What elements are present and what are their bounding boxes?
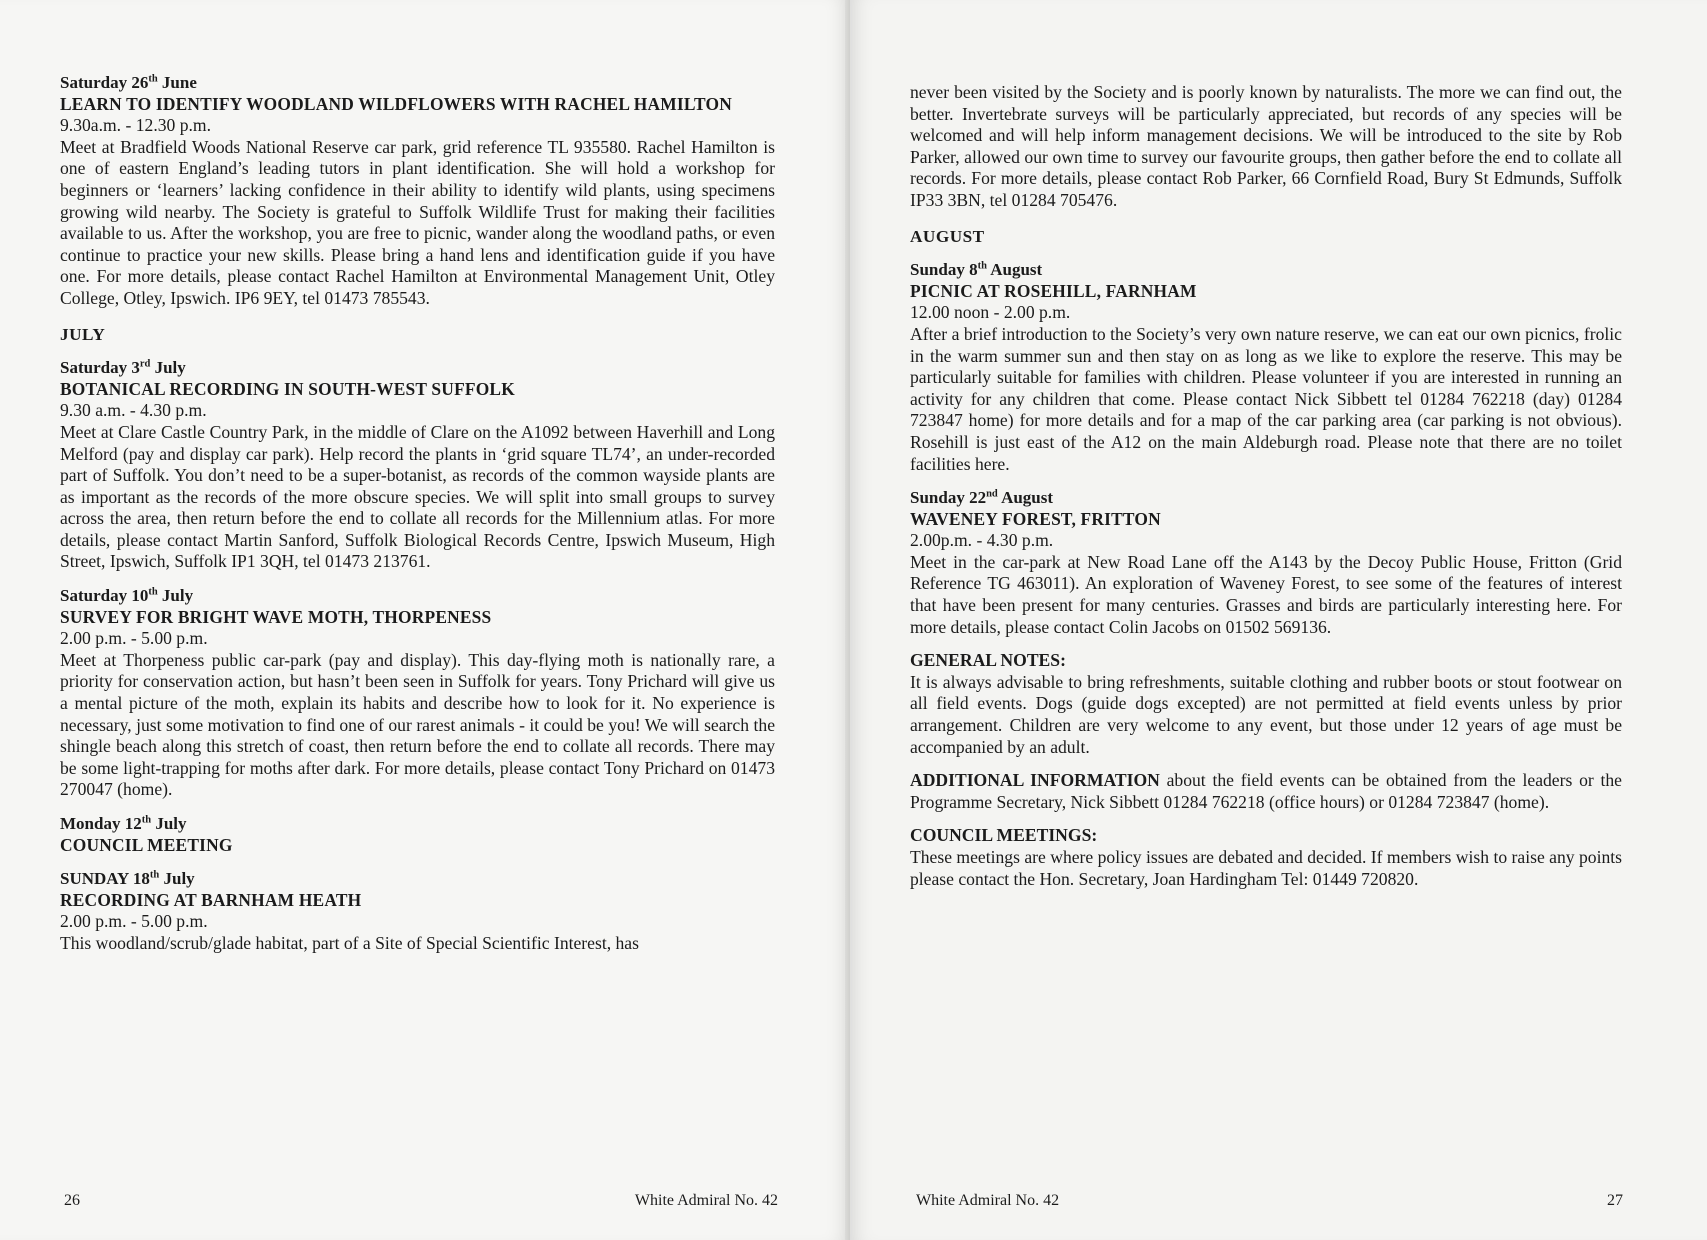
event-title: SURVEY FOR BRIGHT WAVE MOTH, THORPENESS <box>60 606 492 627</box>
event-entry-june-26 <box>60 72 775 310</box>
event-description: This woodland/scrub/glade habitat, part of a Site of Special Scientific Interest, has <box>60 932 639 953</box>
event-date: SUNDAY 18th July <box>60 869 195 889</box>
publication-name: White Admiral No. 42 <box>916 1192 1060 1209</box>
event-entry-july-10 <box>60 585 775 801</box>
event-title: RECORDING AT BARNHAM HEATH <box>60 889 362 910</box>
additional-information <box>910 770 1622 813</box>
event-time: 2.00 p.m. - 5.00 p.m. <box>60 628 208 649</box>
event-description: Meet at Thorpeness public car-park (pay and display). This day-flying moth is nationally rare, a priority for conservation action, but hasn’t been seen in Suffolk for years. Tony Prichard will give us a mental picture of the moth, explain its habits and describe how to look for it. No experience is necessary, just some motivation to find one of our rarest animals - it could be you! We will search the shingle beach along this stretch of coast, then return before the end to collate all records. There may be some light-trapping for moths after dark. For more details, please contact Tony Prichard on 01473 270047 (home). <box>60 649 775 800</box>
event-time: 2.00p.m. - 4.30 p.m. <box>910 530 1054 551</box>
event-time: 2.00 p.m. - 5.00 p.m. <box>60 911 208 932</box>
left-page <box>0 0 850 1240</box>
additional-information-text: about the field events can be obtained from the leaders or the Programme Secretary, Nick Sibbett 01284 762218 (office hours) or 01284 723847 (home). <box>910 770 1622 812</box>
section-heading-august: AUGUST <box>910 226 985 246</box>
publication-name: White Admiral No. 42 <box>634 1192 778 1209</box>
event-entry-august-22 <box>910 487 1622 638</box>
event-title: LEARN TO IDENTIFY WOODLAND WILDFLOWERS WITH RACHEL HAMILTON <box>60 93 732 114</box>
event-entry-july-3 <box>60 357 775 573</box>
event-description: Meet at Clare Castle Country Park, in the middle of Clare on the A1092 between Haverhill and Long Melford (pay and display car park). Help record the plants in ‘grid square TL74’, an under-recorded part of Suffolk. You don’t need to be a super-botanist, as records of the common wayside plants are as important as the records of the more obscure species. We will split into small groups to survey across the area, then return before the end to collate all records for the Millennium atlas. For more details, please contact Martin Sanford, Suffolk Biological Records Centre, Ipswich Museum, High Street, Ipswich, Suffolk IP1 3QH, tel 01473 213761. <box>60 421 775 572</box>
event-title: PICNIC AT ROSEHILL, FARNHAM <box>910 280 1197 301</box>
event-date: Sunday 22nd August <box>910 488 1054 508</box>
event-date: Saturday 26th June <box>60 73 197 92</box>
right-page <box>850 0 1707 1240</box>
event-description: Meet in the car-park at New Road Lane off the A143 by the Decoy Public House, Fritton (Grid Reference TG 463011). An exploration of Waveney Forest, to see some of the features of interest that have been present for many centuries. Grasses and birds are particularly interesting here. For more details, please contact Colin Jacobs on 01502 569136. <box>910 551 1622 637</box>
page-number: 27 <box>1607 1192 1623 1209</box>
left-column <box>60 72 775 967</box>
general-notes-text: It is always advisable to bring refreshments, suitable clothing and rubber boots or stout footwear on all field events. Dogs (guide dogs excepted) are not permitted at field events unless by prior arrangement. Children are very welcome to any event, but those under 12 years of age must be accompanied by an adult. <box>910 671 1622 757</box>
event-description: Meet at Bradfield Woods National Reserve car park, grid reference TL 935580. Rachel Hamilton is one of eastern England’s leading tutors in plant identification. She will hold a workshop for beginners or ‘learners’ lacking confidence in their ability to identify wild plants, using specimens growing wild nearby. The Society is grateful to Suffolk Wildlife Trust for making their facilities available to us. After the workshop, you are free to picnic, wander along the woodland paths, or even continue to practice your new skills. Please bring a hand lens and identification guide if you have one. For more details, please contact Rachel Hamilton at Environmental Management Unit, Otley College, Otley, Ipswich. IP6 9EY, tel 01473 785543. <box>60 136 775 308</box>
event-title: BOTANICAL RECORDING IN SOUTH-WEST SUFFOLK <box>60 378 515 399</box>
event-date: Monday 12th July <box>60 814 187 833</box>
section-heading-july: JULY <box>60 324 106 344</box>
event-entry-july-12 <box>60 813 775 856</box>
council-meetings-text: These meetings are where policy issues are debated and decided. If members wish to raise any points please contact the Hon. Secretary, Joan Hardingham Tel: 01449 720820. <box>910 847 1622 889</box>
event-title: COUNCIL MEETING <box>60 834 233 855</box>
event-time: 9.30a.m. - 12.30 p.m. <box>60 115 211 136</box>
event-time: 9.30 a.m. - 4.30 p.m. <box>60 400 207 421</box>
event-date: Saturday 10th July <box>60 586 194 606</box>
general-notes <box>910 650 1622 758</box>
event-entry-july-18 <box>60 868 775 954</box>
council-meetings <box>910 825 1622 890</box>
event-description: After a brief introduction to the Society’s very own nature reserve, we can eat our own picnics, frolic in the warm summer sun and then stay on as long as we like to explore the reserve. This may be particularly suitable for families with children. Please volunteer if you are interested in running an activity for any children that come. Please contact Nick Sibbett tel 01284 762218 (day) 01284 723847 home) for more details and for a map of the car parking area (car parking is not obvious). Rosehill is just east of the A12 on the main Aldeburgh road. Please note that there are no toilet facilities here. <box>910 323 1622 474</box>
page-number: 26 <box>64 1192 80 1209</box>
right-column <box>910 82 1622 902</box>
event-date: Saturday 3rd July <box>60 358 186 378</box>
continued-description: never been visited by the Society and is poorly known by naturalists. The more we can find out, the better. Invertebrate surveys will be particularly appreciated, but records of any species will be welcomed and will help inform management decisions. We will be introduced to the site by Rob Parker, allowed our own time to survey our favourite groups, then gather before the end to collate all records. For more details, please contact Rob Parker, 66 Cornfield Road, Bury St Edmunds, Suffolk IP33 3BN, tel 01284 705476. <box>910 82 1622 210</box>
event-date: Sunday 8th August <box>910 260 1043 280</box>
event-entry-august-8 <box>910 259 1622 475</box>
general-notes-heading: GENERAL NOTES: <box>910 650 1066 671</box>
additional-information-heading: ADDITIONAL INFORMATION <box>910 770 1160 791</box>
event-title: WAVENEY FOREST, FRITTON <box>910 508 1161 529</box>
event-time: 12.00 noon - 2.00 p.m. <box>910 302 1071 323</box>
council-meetings-heading: COUNCIL MEETINGS: <box>910 825 1098 846</box>
